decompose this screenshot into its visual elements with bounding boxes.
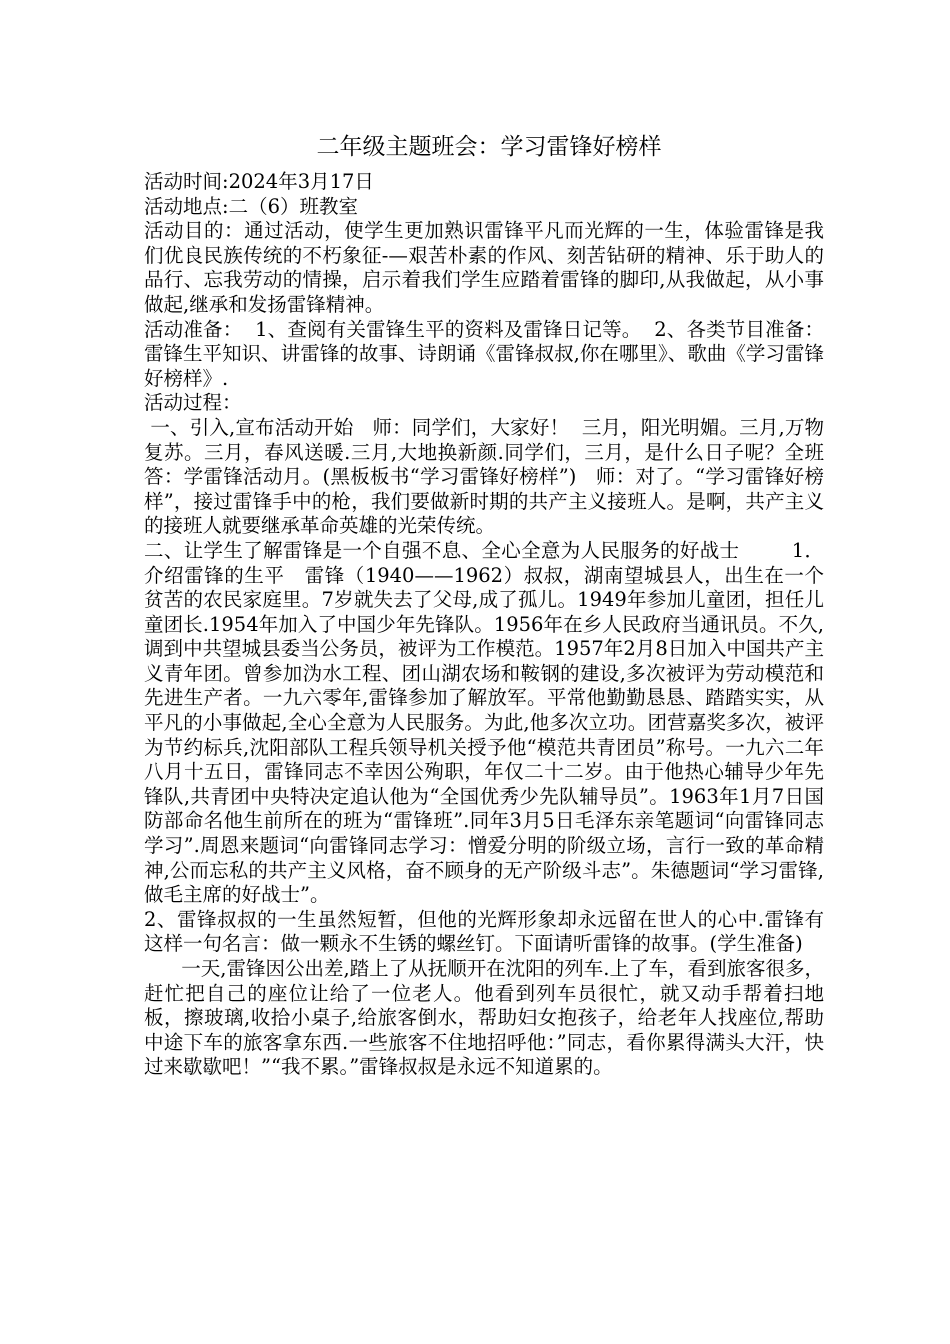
activity-location: 活动地点:二（6）班教室 (144, 194, 358, 218)
section-one-introduction: 一、引入,宣布活动开始 师：同学们，大家好！ 三月，阳光明媚。三月,万物复苏。三月，春风送暖.三月,大地换新颜.同学们，三月，是什么日子呢？全班答：学雷锋活动月。(黑板板书“学习雷锋好榜样”) 师：对了。“学习雷锋好榜样”，接过雷锋手中的枪，我们要做新时期的共产主义接班人。是啊，共产主义的接班人就要继承革命英雄的光荣传统。 (144, 415, 825, 538)
activity-process-heading: 活动过程： (144, 391, 242, 415)
story-paragraph: 一天,雷锋因公出差,踏上了从抚顺开在沈阳的列车.上了车，看到旅客很多，赶忙把自己的座位让给了一位老人。他看到列车员很忙，就又动手帮着扫地板，擦玻璃,收拾小桌子,给旅客倒水，帮助妇女抱孩子，给老年人找座位,帮助中途下车的旅客拿东西.一些旅客不住地招呼他：”同志，看你累得满头大汗，快过来歇歇吧！”“我不累。”雷锋叔叔是永远不知道累的。 (144, 957, 824, 1079)
activity-time: 活动时间:2024年3月17日 (144, 170, 374, 193)
document-title: 二年级主题班会：学习雷锋好榜样 (316, 134, 662, 160)
activity-purpose: 活动目的：通过活动，使学生更加熟识雷锋平凡而光辉的一生，体验雷锋是我们优良民族传统的不朽象征-—艰苦朴素的作风、刻苦钻研的精神、乐于助人的品行、忘我劳动的情操，启示着我们学生应踏着雷锋的脚印,从我做起，从小事做起,继承和发扬雷锋精神。 (144, 219, 824, 316)
section-two-biography: 二、让学生了解雷锋是一个自强不息、全心全意为人民服务的好战士 1．介绍雷锋的生平 雷锋（1940——1962）叔叔，湖南望城县人，出生在一个贫苦的农民家庭里。7岁就失去了父母,成了孤儿。1949年参加儿童团，担任儿童团长.1954年加入了中国少年先锋队。1956年在乡人民政府当通讯员。不久,调到中共望城县委当公务员，被评为工作模范。1957年2月8日加入中国共产主义青年团。曾参加沩水工程、团山湖农场和鞍钢的建设,多次被评为劳动模范和先进生产者。一九六零年,雷锋参加了解放军。平常他勤勤恳恳、踏踏实实，从平凡的小事做起,全心全意为人民服务。为此,他多次立功。团营嘉奖多次，被评为节约标兵,沈阳部队工程兵领导机关授予他“模范共青团员”称号。一九六二年八月十五日，雷锋同志不幸因公殉职，年仅二十二岁。由于他热心辅导少年先锋队,共青团中央特决定追认他为“全国优秀少先队辅导员”。1963年1月7日国防部命名他生前所在的班为“雷锋班”.同年3月5日毛泽东亲笔题词“向雷锋同志学习”.周恩来题词“向雷锋同志学习：憎爱分明的阶级立场，言行一致的革命精神,公而忘私的共产主义风格，奋不顾身的无产阶级斗志”。朱德题词“学习雷锋,做毛主席的好战士”。 (144, 538, 824, 907)
document-page (144, 130, 824, 1080)
section-two-part-two: 2、雷锋叔叔的一生虽然短暂，但他的光辉形象却永远留在世人的心中.雷锋有这样一句名言：做一颗永不生锈的螺丝钉。下面请听雷锋的故事。(学生准备) (144, 907, 824, 956)
activity-preparation: 活动准备： 1、查阅有关雷锋生平的资料及雷锋日记等。 2、各类节目准备：雷锋生平知识、讲雷锋的故事、诗朗诵《雷锋叔叔,你在哪里》、歌曲《学习雷锋好榜样》. (144, 317, 824, 390)
